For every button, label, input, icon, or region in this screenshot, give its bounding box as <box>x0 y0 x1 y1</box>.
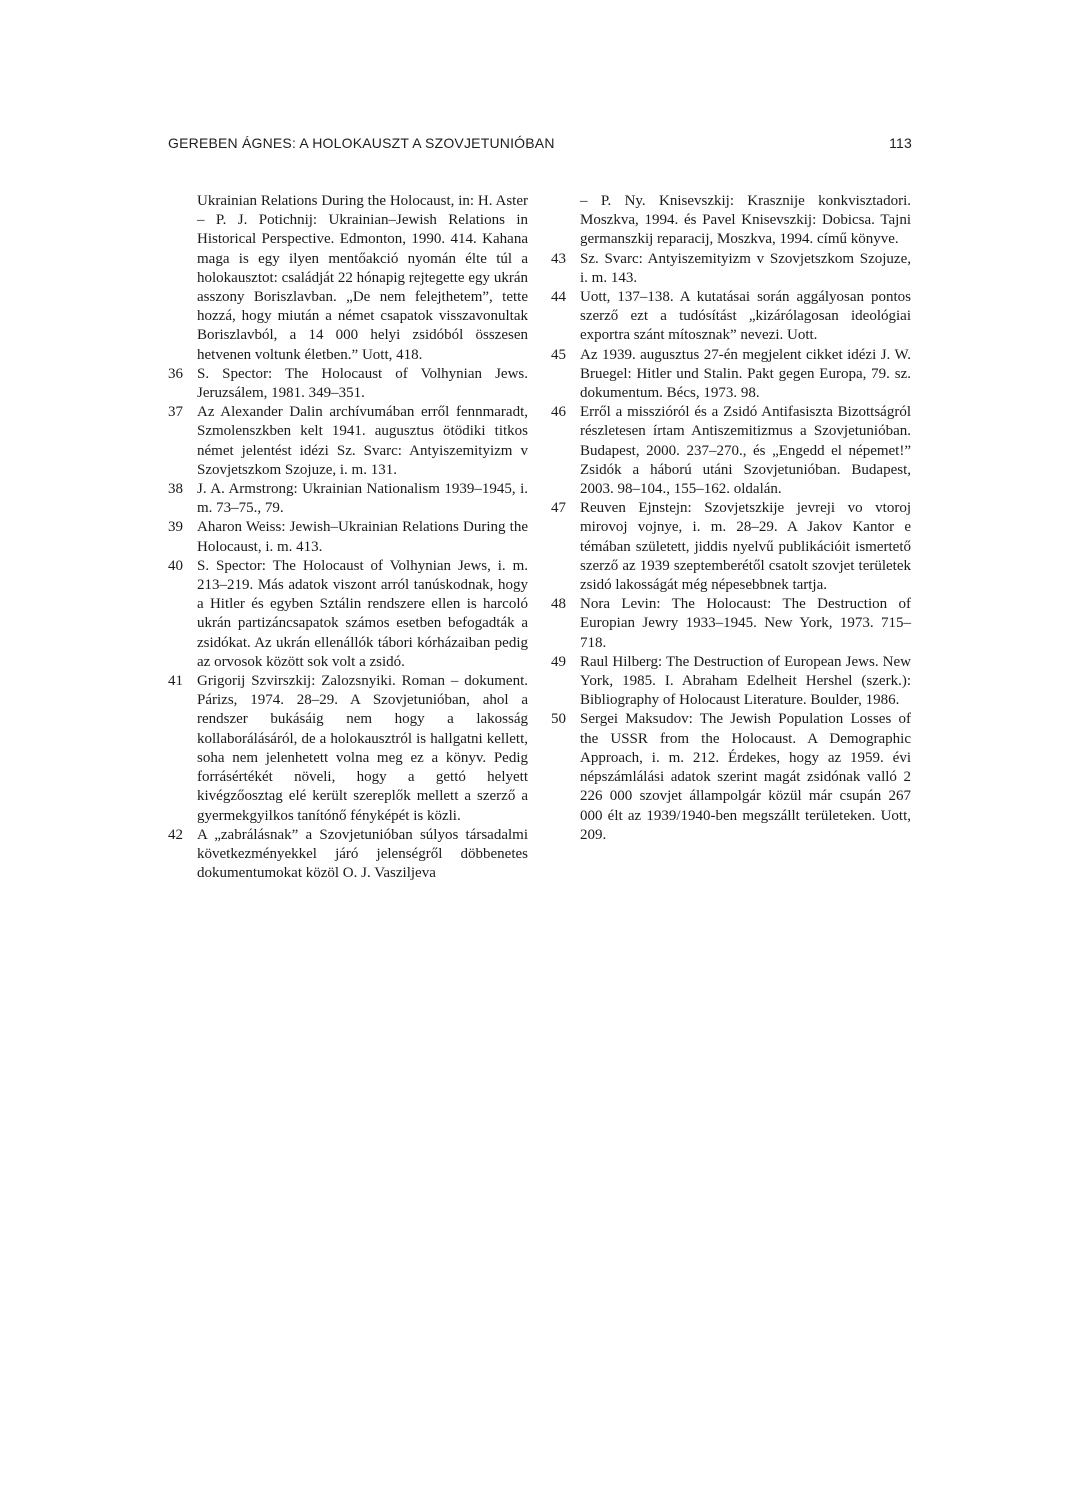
footnote <box>551 595 911 653</box>
footnote-number: 41 <box>168 673 183 690</box>
footnote-number: 48 <box>551 596 566 613</box>
footnote-text: Erről a misszióról és a Zsidó Antifasiszta Bizottságról részletesen írtam Antiszemitizmus a Szovjetunióban. Budapest, 2000. 237–270., és „Engedd el népemet!” Zsidók a háború utáni Szovjetunióban. Budapest, 2003. 98–104., 155–162. oldalán. <box>580 404 911 498</box>
footnote-number: 47 <box>551 500 566 517</box>
footnote <box>551 346 911 404</box>
footnote-number: 50 <box>551 711 566 728</box>
footnote-text: A „zabrálásnak” a Szovjetunióban súlyos társadalmi következményekkel járó jelenségről döbbenetes dokumentumokat közöl O. J. Vasziljeva <box>197 826 528 882</box>
footnote <box>168 403 528 480</box>
footnote-number: 44 <box>551 289 566 306</box>
footnote-number: 37 <box>168 404 183 421</box>
footnote <box>168 365 528 403</box>
footnote-text: S. Spector: The Holocaust of Volhynian Jews, i. m. 213–219. Más adatok viszont arról tanúskodnak, hogy a Hitler és egyben Sztálin rendszere ellen is harcoló ukrán partizáncsapatok számos esetben befogadták a zsidókat. Az ukrán ellenállók tábori kórházaiban pedig az orvosok között sok volt a zsidó. <box>197 557 528 670</box>
footnote-continuation: – P. Ny. Knisevszkij: Krasznije konkvisztadori. Moszkva, 1994. és Pavel Knisevszkij: Dobicsa. Tajni germanszkij reparacij, Moszkva, 1994. című könyve. <box>580 193 911 248</box>
footnote <box>551 653 911 711</box>
footnote <box>168 480 528 518</box>
footnote <box>551 250 911 288</box>
footnote-number: 49 <box>551 653 566 670</box>
footnote <box>551 403 911 499</box>
left-footnote-column <box>168 192 528 883</box>
footnote <box>168 518 528 556</box>
footnote-text: Aharon Weiss: Jewish–Ukrainian Relations During the Holocaust, i. m. 413. <box>197 519 528 555</box>
page-number: 113 <box>889 135 912 151</box>
footnote-number: 45 <box>551 346 566 363</box>
footnote-text: Nora Levin: The Holocaust: The Destruction of Europian Jewry 1933–1945. New York, 1973. 715–718. <box>580 596 911 651</box>
footnote-text: Sergei Maksudov: The Jewish Population Losses of the USSR from the Holocaust. A Demographic Approach, i. m. 212. Érdekes, hogy az 1959. évi népszámlálási adatok szerint magát zsidónak valló 2 226 000 szovjet állampolgár közül már csupán 267 000 élt az 1939/1940-ben megszállt területeken. Uott, 209. <box>580 711 911 843</box>
footnote <box>551 710 911 844</box>
footnote-text: Reuven Ejnstejn: Szovjetszkije jevreji vo vtoroj mirovoj vojnye, i. m. 28–29. A Jakov Kantor e témában született, jiddis nyelvű publikációit ismertető szerző az 1939 szeptemberétől csatolt szovjet területek zsidó lakosságát még népesebbnek tartja. <box>580 500 911 594</box>
running-title: GEREBEN ÁGNES: A HOLOKAUSZT A SZOVJETUNIÓBAN <box>168 135 555 151</box>
footnote-number: 40 <box>168 557 183 574</box>
footnote <box>168 826 528 884</box>
footnote-number: 42 <box>168 826 183 843</box>
footnote-text: J. A. Armstrong: Ukrainian Nationalism 1939–1945, i. m. 73–75., 79. <box>197 481 528 517</box>
right-footnote-column <box>551 192 911 845</box>
footnote <box>168 557 528 672</box>
footnote-text: Grigorij Szvirszkij: Zalozsnyiki. Roman – dokument. Párizs, 1974. 28–29. A Szovjetunióban, ahol a rendszer bukásáig nem hogy a lakosság kollaborálásáról, de a holokausztról is hallgatni kellett, soha nem jelenhetett volna meg ez a könyv. Pedig forrásértékét növeli, hogy a gettó helyett kivégzőosztag elé került szereplők mellett a szerző a gyermekgyilkos tanítónő fényképét is közli. <box>197 673 528 824</box>
footnote-number: 46 <box>551 404 566 421</box>
footnote <box>551 288 911 346</box>
footnote-text: Raul Hilberg: The Destruction of European Jews. New York, 1985. I. Abraham Edelheit Hershel (szerk.): Bibliography of Holocaust Literature. Boulder, 1986. <box>580 653 911 709</box>
footnote <box>551 499 911 595</box>
footnote-text: Uott, 137–138. A kutatásai során aggályosan pontos szerző ezt a tudósítást „kizárólagosan ideológiai exportra szánt mítosznak” nevezi. Uott. <box>580 289 911 344</box>
footnote <box>168 672 528 826</box>
footnote-number: 39 <box>168 519 183 536</box>
footnote-number: 38 <box>168 481 183 498</box>
footnote-number: 36 <box>168 365 183 382</box>
footnote-number: 43 <box>551 250 566 267</box>
footnote-text: Sz. Svarc: Antyiszemityizm v Szovjetszkom Szojuze, i. m. 143. <box>580 250 911 286</box>
running-head <box>168 135 912 151</box>
footnote-text: Az Alexander Dalin archívumában erről fennmaradt, Szmolenszkben kelt 1941. augusztus ötödiki titkos német jelentést idézi Sz. Svarc: Antyiszemityizm v Szovjetszkom Szojuze, i. m. 131. <box>197 404 528 478</box>
footnote-text: Az 1939. augusztus 27-én megjelent cikket idézi J. W. Bruegel: Hitler und Stalin. Pakt gegen Europa, 79. sz. dokumentum. Bécs, 1973. 98. <box>580 346 911 402</box>
footnote-text: S. Spector: The Holocaust of Volhynian Jews. Jeruzsálem, 1981. 349–351. <box>197 365 528 402</box>
footnote-continuation: Ukrainian Relations During the Holocaust, in: H. Aster – P. J. Potichnij: Ukrainian–Jewish Relations in Historical Perspective. Edmonton, 1990. 414. Kahana maga is egy ilyen mentőakció nyomán élte túl a holokausztot: családját 22 hónapig rejtegette egy ukrán asszony Boriszlavban. „De nem felejthetem”, tette hozzá, hogy miután a német csapatok visszavonultak Boriszlavból, a 14 000 helyi zsidóból összesen hetvenen voltunk életben.” Uott, 418. <box>197 193 528 363</box>
